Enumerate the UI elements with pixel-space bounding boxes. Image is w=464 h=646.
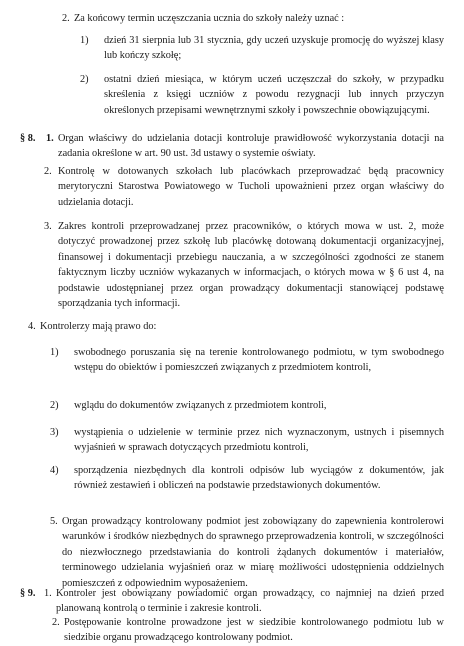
paragraph-number: 2. xyxy=(62,13,70,24)
list-item-number: 2) xyxy=(50,400,59,411)
list-item-number: 1) xyxy=(50,347,59,358)
paragraph-text: Kontroler jest obowiązany powiadomić organ prowadzący, co najmniej na dzień przed planowaną kontrolą o terminie i zakresie kontroli. xyxy=(56,588,444,615)
paragraph-number: 5. xyxy=(50,516,58,527)
list-item-number: 4) xyxy=(50,465,59,476)
list-item-text: wystąpienia o udzielenie w terminie przez nich wyznaczonym, ustnych i pisemnych wyjaśnień w sprawach dotyczących przedmiotu kontroli, xyxy=(74,427,444,454)
list-item-number: 1) xyxy=(80,35,89,46)
paragraph-number: 1. xyxy=(44,588,52,599)
section-number: § 9. xyxy=(20,588,36,599)
list-item-text: wglądu do dokumentów związanych z przedmiotem kontroli, xyxy=(74,400,327,411)
paragraph-number: 3. xyxy=(44,221,52,232)
list-item-text: dzień 31 sierpnia lub 31 stycznia, gdy uczeń uzyskuje promocję do wyższej klasy lub kończy szkołę; xyxy=(104,35,444,62)
paragraph-text: Za końcowy termin uczęszczania ucznia do szkoły należy uznać : xyxy=(74,13,345,24)
section-number: § 8. xyxy=(20,133,36,144)
paragraph-text: Organ prowadzący kontrolowany podmiot jest zobowiązany do zapewnienia kontrolerowi warunków i środków niezbędnych do sprawnego przeprowadzenia kontroli, w szczególności do niezwłocznego przedstawiania do kontroli żądanych dokumentów i materiałów, terminowego udzielania wyjaśnień oraz w miarę możliwości udostępnienia oddzielnych pomieszczeń z odpowiednim wyposażeniem. xyxy=(62,516,445,589)
paragraph-text: Zakres kontroli przeprowadzanej przez pracowników, o których mowa w ust. 2, może dotyczyć prowadzonej przez szkołę lub placówkę dotowaną dokumentacji organizacyjnej, finansowej i dokumentacji przebiegu nauczania, a w szczególności zgodności ze stanem faktycznym liczby uczniów wykazanych w informacjach, o których mowa w § 6 ust 4, na podstawie udostępnianej przez organ prowadzący dokumentacji stanowiącej podstawę sporządzania tych informacji. xyxy=(58,221,444,310)
paragraph-text: Organ właściwy do udzielania dotacji kontroluje prawidłowość wykorzystania dotacji na zadania określone w art. 90 ust. 3d ustawy o systemie oświaty. xyxy=(58,133,444,160)
paragraph-text: Postępowanie kontrolne prowadzone jest w siedzibie kontrolowanego podmiotu lub w siedzibie organu prowadzącego kontrolowany podmiot. xyxy=(64,617,444,644)
paragraph-number: 2. xyxy=(52,617,60,628)
paragraph-text: Kontrolę w dotowanych szkołach lub placówkach przeprowadzać będą pracownicy merytoryczni Starostwa Powiatowego w Tucholi upoważnieni przez organ właściwy do udzielania dotacji. xyxy=(58,166,444,208)
list-item-text: swobodnego poruszania się na terenie kontrolowanego podmiotu, w tym swobodnego wstępu do obiektów i pomieszczeń związanych z przedmiotem kontroli, xyxy=(74,347,444,374)
list-item-number: 2) xyxy=(80,74,89,85)
paragraph-number: 2. xyxy=(44,166,52,177)
list-item-text: sporządzenia niezbędnych dla kontroli odpisów lub wyciągów z dokumentów, jak również zestawień i obliczeń na podstawie przedstawionych dokumentów. xyxy=(74,465,444,492)
paragraph-text: Kontrolerzy mają prawo do: xyxy=(40,321,157,332)
paragraph-number: 4. xyxy=(28,321,36,332)
list-item-number: 3) xyxy=(50,427,59,438)
paragraph-number: 1. xyxy=(46,133,54,144)
list-item-text: ostatni dzień miesiąca, w którym uczeń uczęszczał do szkoły, w przypadku skreślenia z księgi uczniów z powodu rezygnacji lub innych przyczyn określonych przepisami wewnętrznymi szkoły i powszechnie obowiązującymi. xyxy=(104,74,444,116)
